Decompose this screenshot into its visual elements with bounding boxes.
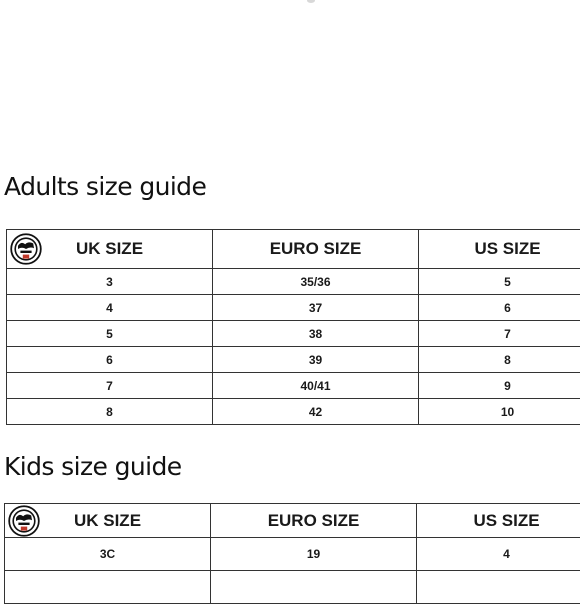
table-row <box>5 571 580 604</box>
brand-logo-icon <box>8 505 40 537</box>
uk-size-cell: 8 <box>7 399 213 425</box>
kids-us-size-header: US SIZE <box>417 504 580 538</box>
euro-size-cell: 19 <box>211 538 417 571</box>
euro-size-cell: 38 <box>213 321 419 347</box>
kids-size-guide-title: Kids size guide <box>4 452 182 481</box>
kids-euro-size-header: EURO SIZE <box>211 504 417 538</box>
uk-size-cell: 6 <box>7 347 213 373</box>
us-size-cell: 5 <box>419 269 580 295</box>
uk-size-cell <box>5 571 211 604</box>
adults-size-table <box>6 229 580 425</box>
table-row <box>7 399 580 425</box>
adults-size-guide-title: Adults size guide <box>4 172 206 201</box>
kids-size-table <box>4 503 580 604</box>
adults-euro-size-header: EURO SIZE <box>213 230 419 269</box>
table-row <box>7 269 580 295</box>
uk-size-cell: 4 <box>7 295 213 321</box>
euro-size-cell <box>211 571 417 604</box>
table-row <box>7 321 580 347</box>
euro-size-cell: 42 <box>213 399 419 425</box>
adults-header-row <box>7 230 580 269</box>
brand-logo-icon <box>10 233 42 265</box>
kids-header-row <box>5 504 580 538</box>
us-size-cell <box>417 571 580 604</box>
us-size-cell: 4 <box>417 538 580 571</box>
kids-uk-size-header: UK SIZE <box>5 504 211 538</box>
table-row <box>7 373 580 399</box>
us-size-cell: 9 <box>419 373 580 399</box>
us-size-cell: 8 <box>419 347 580 373</box>
euro-size-cell: 37 <box>213 295 419 321</box>
euro-size-cell: 40/41 <box>213 373 419 399</box>
table-row <box>7 347 580 373</box>
faint-top-mark <box>307 0 315 3</box>
uk-size-cell: 3C <box>5 538 211 571</box>
uk-size-cell: 5 <box>7 321 213 347</box>
adults-uk-size-header: UK SIZE <box>7 230 213 269</box>
us-size-cell: 10 <box>419 399 580 425</box>
table-row <box>7 295 580 321</box>
table-row <box>5 538 580 571</box>
adults-us-size-header: US SIZE <box>419 230 580 269</box>
us-size-cell: 6 <box>419 295 580 321</box>
uk-size-cell: 3 <box>7 269 213 295</box>
uk-size-cell: 7 <box>7 373 213 399</box>
euro-size-cell: 35/36 <box>213 269 419 295</box>
us-size-cell: 7 <box>419 321 580 347</box>
euro-size-cell: 39 <box>213 347 419 373</box>
